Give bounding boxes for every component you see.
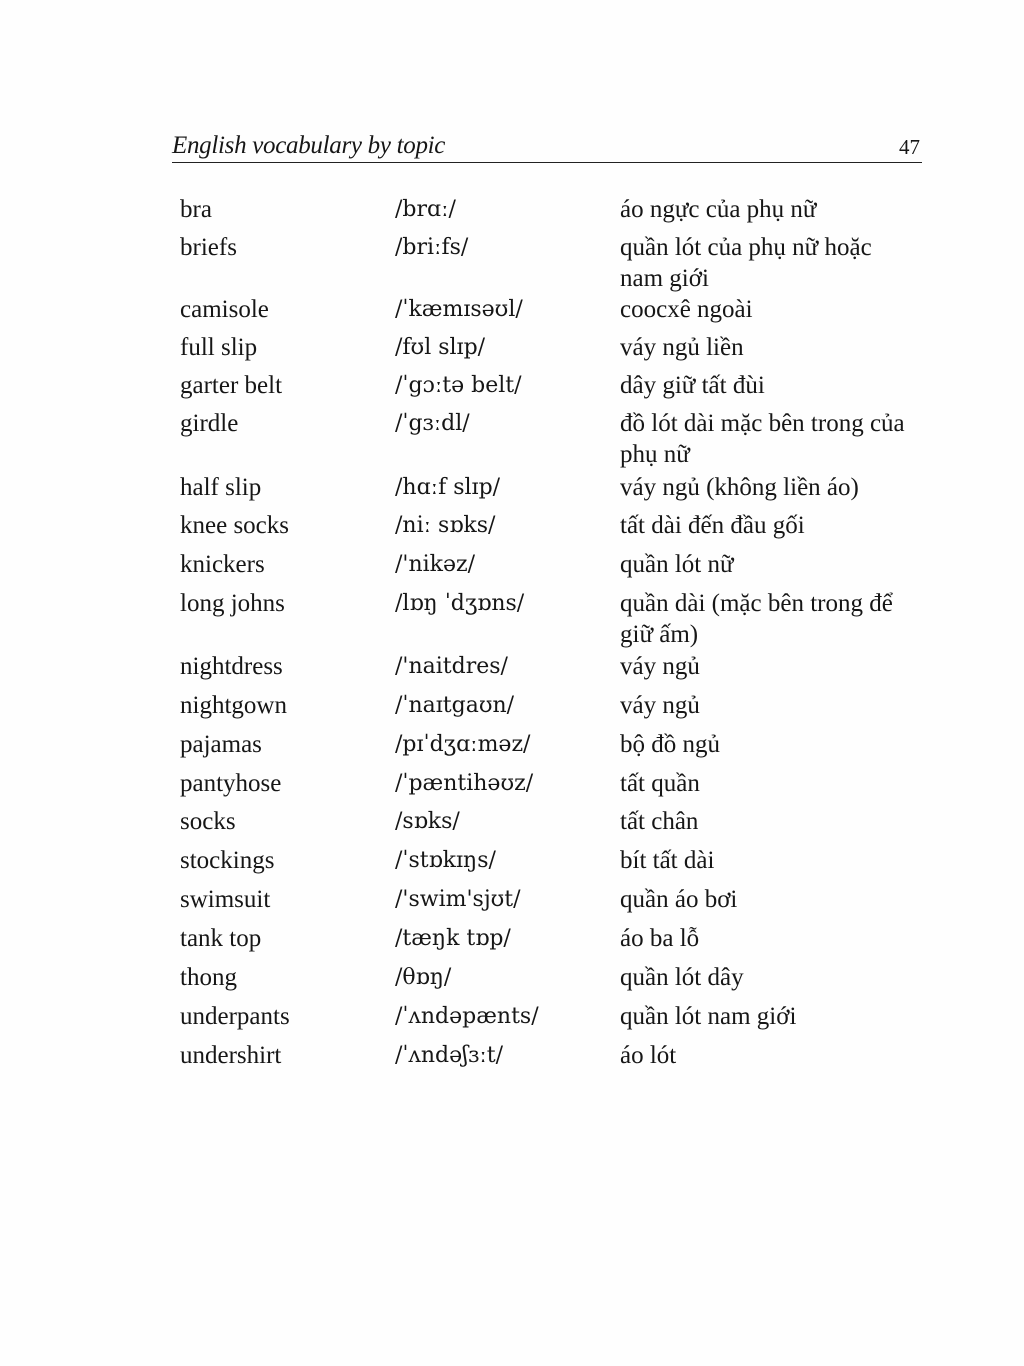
- entry-word: bra: [180, 196, 212, 223]
- entry-word: full slip: [180, 334, 258, 361]
- entry-word: camisole: [180, 296, 269, 323]
- entry-meaning: áo ba lỗ: [620, 925, 700, 952]
- entry-meaning: quần áo bơi: [620, 886, 738, 913]
- entry-meaning: tất chân: [620, 808, 699, 835]
- entry-pronunciation: /hɑːf slɪp/: [395, 475, 501, 500]
- entry-word: stockings: [180, 847, 275, 874]
- entry-pronunciation: /lɒŋ ˈdʒɒns/: [395, 591, 525, 616]
- entry-word: thong: [180, 964, 237, 991]
- entry-word: pantyhose: [180, 770, 282, 797]
- entry-pronunciation: /brɑː/: [395, 197, 456, 222]
- entry-pronunciation: /briːfs/: [395, 235, 469, 260]
- entry-meaning: dây giữ tất đùi: [620, 372, 765, 399]
- entry-meaning: váy ngủ: [620, 653, 700, 680]
- entry-word: pajamas: [180, 731, 262, 758]
- entry-meaning: tất dài đến đầu gối: [620, 512, 805, 539]
- entry-meaning: quần dài (mặc bên trong để giữ ấm): [620, 590, 893, 648]
- entry-meaning: áo lót: [620, 1042, 677, 1069]
- running-title: English vocabulary by topic: [172, 132, 446, 159]
- entry-word: nightgown: [180, 692, 287, 719]
- entry-pronunciation: /ˈnaɪtgaʊn/: [395, 693, 515, 718]
- entry-pronunciation: /ˈʌndəpænts/: [395, 1004, 539, 1029]
- entry-pronunciation: /niː sɒks/: [395, 513, 496, 538]
- entry-meaning: coocxê ngoài: [620, 296, 753, 323]
- entry-word: girdle: [180, 410, 239, 437]
- entry-pronunciation: /ˈʌndəʃɜːt/: [395, 1043, 503, 1068]
- entry-pronunciation: /'nikəz/: [395, 552, 476, 577]
- entry-meaning: áo ngực của phụ nữ: [620, 196, 817, 223]
- entry-meaning: quần lót của phụ nữ hoặc nam giới: [620, 234, 872, 292]
- entry-meaning: đồ lót dài mặc bên trong của phụ nữ: [620, 410, 905, 468]
- entry-pronunciation: /ˈpæntihəʊz/: [395, 771, 534, 796]
- entry-meaning: váy ngủ (không liền áo): [620, 474, 859, 501]
- page-number: 47: [899, 135, 920, 159]
- entry-pronunciation: /ˈgɔːtə belt/: [395, 373, 522, 398]
- entry-pronunciation: /θɒŋ/: [395, 965, 452, 990]
- entry-meaning: bộ đồ ngủ: [620, 731, 720, 758]
- entry-word: knickers: [180, 551, 265, 578]
- entry-meaning: quần lót nữ: [620, 551, 734, 578]
- entry-pronunciation: /tæŋk tɒp/: [395, 926, 511, 951]
- entry-pronunciation: /pɪˈdʒɑːməz/: [395, 732, 531, 757]
- entry-meaning: quần lót nam giới: [620, 1003, 797, 1030]
- entry-pronunciation: /'swim'sjʊt/: [395, 887, 521, 912]
- entry-meaning: bít tất dài: [620, 847, 715, 874]
- entry-word: tank top: [180, 925, 262, 952]
- entry-word: nightdress: [180, 653, 283, 680]
- entry-word: garter belt: [180, 372, 283, 399]
- entry-word: half slip: [180, 474, 262, 501]
- entry-word: long johns: [180, 590, 285, 617]
- entry-word: underpants: [180, 1003, 290, 1030]
- entry-word: knee socks: [180, 512, 289, 539]
- entry-word: undershirt: [180, 1042, 282, 1069]
- entry-meaning: quần lót dây: [620, 964, 744, 991]
- entry-meaning: váy ngủ liền: [620, 334, 744, 361]
- entry-meaning: váy ngủ: [620, 692, 700, 719]
- entry-word: briefs: [180, 234, 237, 261]
- entry-word: swimsuit: [180, 886, 271, 913]
- entry-meaning: tất quần: [620, 770, 700, 797]
- entry-pronunciation: /ˈgɜːdl/: [395, 411, 470, 436]
- entry-pronunciation: /'naitdres/: [395, 654, 508, 679]
- entry-pronunciation: /fʊl slɪp/: [395, 335, 486, 360]
- entry-pronunciation: /ˈstɒkɪŋs/: [395, 848, 496, 873]
- entry-pronunciation: /ˈkæmɪsəʊl/: [395, 297, 523, 322]
- entry-word: socks: [180, 808, 236, 835]
- entry-pronunciation: /sɒks/: [395, 809, 460, 834]
